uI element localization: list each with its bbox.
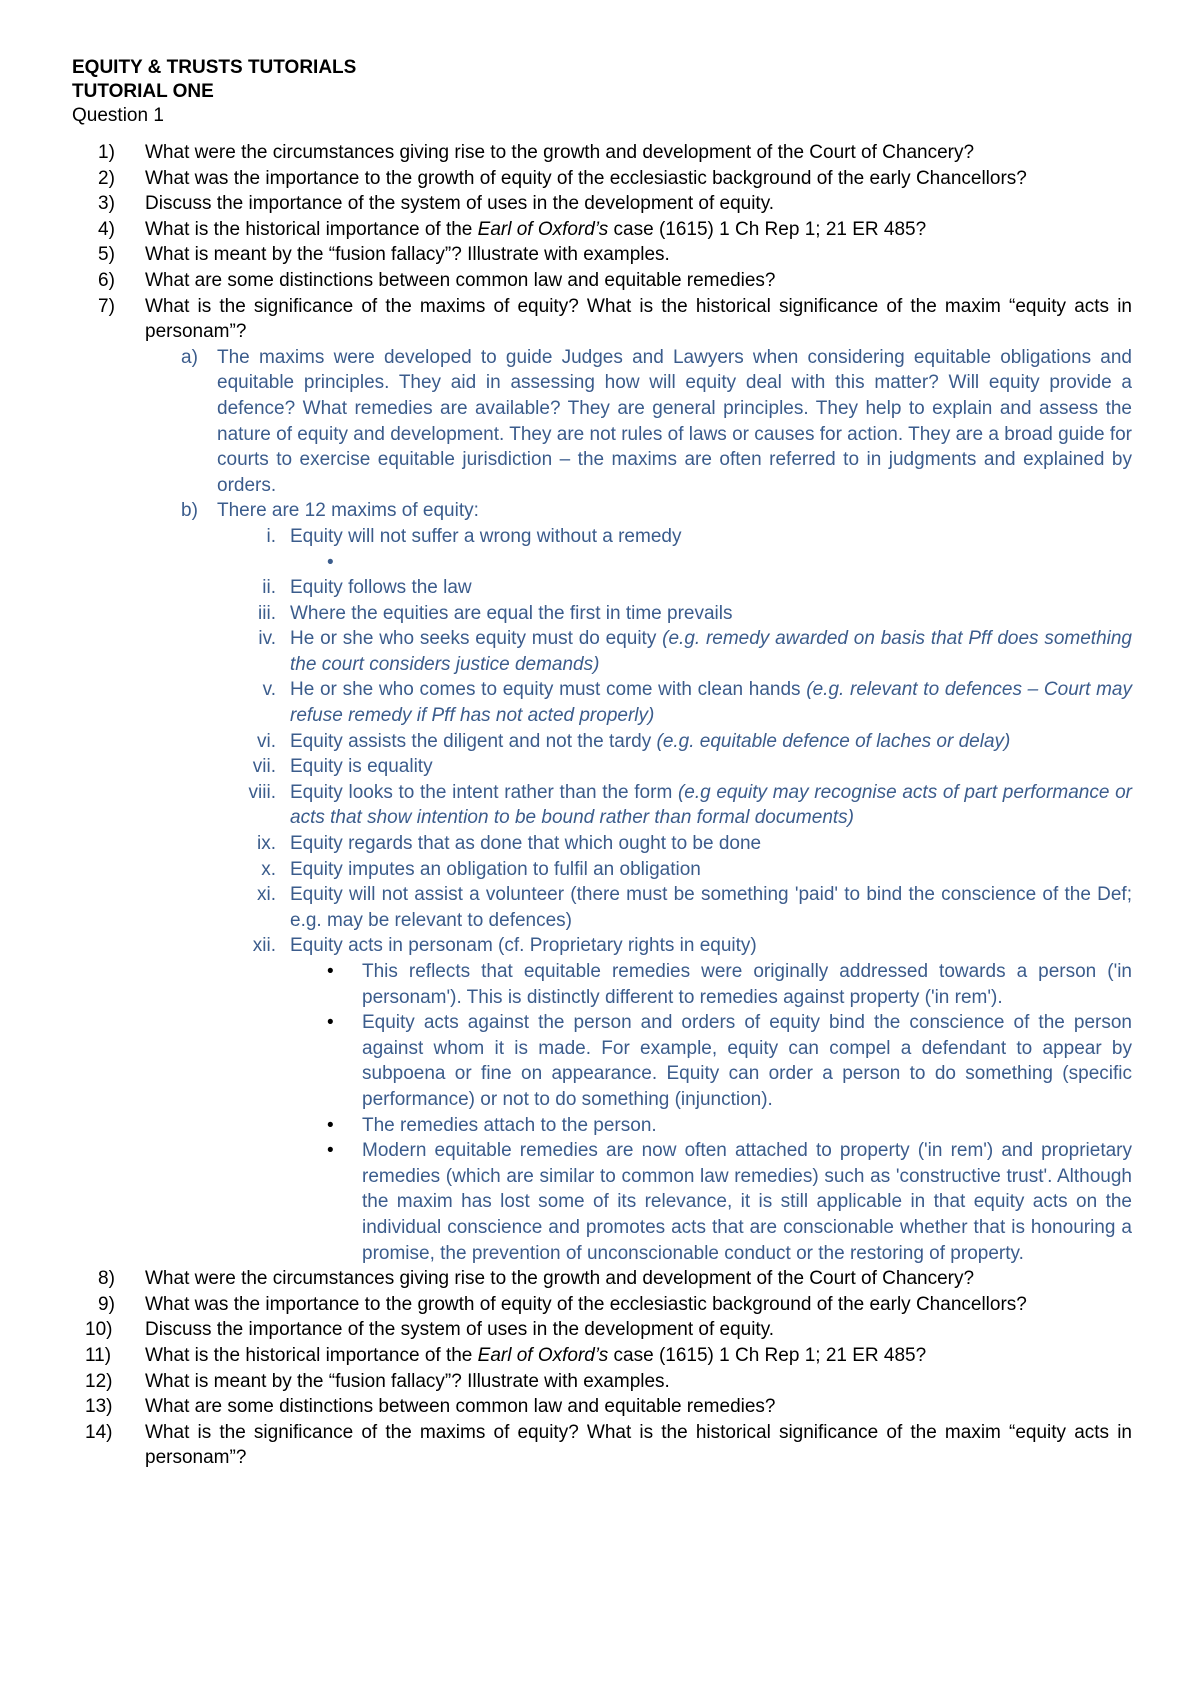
maxim-number: ii.: [262, 577, 276, 599]
question-number: 14): [85, 1421, 113, 1443]
answer-b-number: b): [181, 500, 198, 522]
question-number: 9): [98, 1293, 115, 1315]
question-text: Discuss the importance of the system of uses in the development of equity.: [145, 1319, 775, 1341]
maxim-number: viii.: [248, 781, 276, 803]
maxim-text: Equity looks to the intent rather than the form: [290, 781, 678, 803]
maxim-item: [72, 754, 1132, 780]
question-number: 5): [98, 244, 115, 266]
document-title: EQUITY & TRUSTS TUTORIALS: [72, 57, 357, 78]
question-number: 1): [98, 142, 115, 163]
case-name: Earl of Oxford’s: [477, 1344, 609, 1366]
question-item: [72, 1317, 1132, 1343]
question-item: [72, 191, 1132, 217]
question-text: What was the importance to the growth of equity of the ecclesiastic background of the early Chancellors?: [145, 1293, 1027, 1315]
question-item: [72, 242, 1132, 268]
question-heading: Question 1: [72, 105, 164, 126]
question-number: 13): [85, 1396, 113, 1418]
answer-b: [72, 498, 1132, 524]
question-list-top: [72, 140, 1132, 345]
maxim-item: [72, 933, 1132, 959]
maxim-number: xii.: [252, 935, 276, 957]
maxim-text: Equity will not suffer a wrong without a remedy: [290, 525, 682, 547]
maxim-text: Equity assists the diligent and not the tardy: [290, 730, 657, 752]
maxim-text: He or she who comes to equity must come with clean hands: [290, 679, 807, 701]
maxim-number: v.: [262, 679, 276, 701]
maxim-text: Equity follows the law: [290, 577, 472, 599]
answer-a-text: The maxims were developed to guide Judges and Lawyers when considering equitable obligations and equitable principles. They aid in assessing how will equity deal with this matter? Will equity provide a defence? What remedies are available? They are general principles. They help to explain and assess the nature of equity and development. They are not rules of laws or causes for action. They are a broad guide for courts to exercise equitable jurisdiction – the maxims are often referred to in judgments and explained by orders.: [217, 346, 1133, 496]
question-item: [72, 1266, 1132, 1292]
answer-b-text: There are 12 maxims of equity:: [217, 500, 479, 522]
question-number: 10): [85, 1319, 113, 1341]
bullet-icon: •: [327, 1012, 334, 1034]
bullet-icon: •: [327, 961, 334, 982]
question-text: What are some distinctions between common law and equitable remedies?: [145, 269, 776, 291]
bullet-text: This reflects that equitable remedies were originally addressed towards a person ('in personam'). This is distinctly different to remedies against property ('in rem').: [362, 961, 1132, 1008]
question-item: [72, 1420, 1132, 1471]
maxim-item: [72, 831, 1132, 857]
question-number: 4): [98, 218, 115, 240]
maxim-example: (e.g. relevant to defences – Court may refuse remedy if Pff has not acted properly): [290, 679, 1132, 727]
maxim-number: vii.: [252, 756, 276, 778]
maxim-item: [72, 601, 1132, 627]
bullet-item: [72, 959, 1132, 1010]
question-item: [72, 1343, 1132, 1369]
question-text: What was the importance to the growth of equity of the ecclesiastic background of the early Chancellors?: [145, 167, 1027, 189]
question-item: [72, 1292, 1132, 1318]
maxim-text: Where the equities are equal the first in time prevails: [290, 602, 733, 624]
document-page: [72, 56, 1132, 1471]
bullet-text: The remedies attach to the person.: [362, 1114, 657, 1136]
bullet-icon: •: [327, 1114, 334, 1136]
maxim-text: Equity acts in personam (cf. Proprietary rights in equity): [290, 935, 757, 957]
bullet-item: [72, 1113, 1132, 1139]
maxim-example: (e.g. equitable defence of laches or delay): [656, 730, 1011, 752]
maxim-item: [72, 857, 1132, 883]
maxim-item: [72, 524, 1132, 550]
maxim-text: Equity regards that as done that which ought to be done: [290, 833, 762, 855]
maxim-item: [72, 677, 1132, 728]
answer-a: [72, 345, 1132, 499]
question-item: [72, 268, 1132, 294]
maxim-number: iv.: [258, 628, 276, 650]
question-text: case (1615) 1 Ch Rep 1; 21 ER 485?: [608, 1344, 927, 1366]
maxim-example: (e.g equity may recognise acts of part performance or acts that show intention to be bound rather than formal documents): [290, 781, 1133, 829]
question-text: Discuss the importance of the system of uses in the development of equity.: [145, 193, 775, 215]
maxim-number: x.: [261, 858, 276, 880]
question-text: What were the circumstances giving rise to the growth and development of the Court of Chancery?: [145, 142, 975, 163]
maxim-list: [72, 524, 1132, 1266]
question-item: [72, 217, 1132, 243]
question-text: What is meant by the “fusion fallacy”? Illustrate with examples.: [145, 1370, 670, 1392]
question-text: What were the circumstances giving rise to the growth and development of the Court of Chancery?: [145, 1268, 975, 1290]
question-text: What is the significance of the maxims of equity? What is the historical significance of the maxim “equity acts in personam”?: [145, 295, 1132, 343]
question-item: [72, 1369, 1132, 1395]
question-text: What is the historical importance of the: [145, 218, 478, 240]
question-item: [72, 294, 1132, 345]
maxim-number: i.: [266, 525, 276, 547]
spacer: [72, 128, 1132, 140]
bullet-icon: •: [327, 1140, 334, 1162]
bullet-text: Modern equitable remedies are now often attached to property ('in rem') and proprietary remedies (which are similar to common law remedies) such as 'constructive trust'. Although the maxim has lost some of its relevance, it is still applicable in that equity acts on the individual conscience and promotes acts that are conscionable whether that is honouring a promise, the prevention of unconscionable conduct or the restoring of property.: [362, 1140, 1132, 1264]
question-number: 3): [98, 193, 115, 215]
maxim-item: [72, 780, 1132, 831]
empty-bullet: [72, 550, 1132, 576]
maxim-number: vi.: [257, 730, 276, 752]
maxim-number: xi.: [257, 884, 276, 906]
bullet-item: [72, 1138, 1132, 1266]
question-number: 12): [85, 1370, 113, 1392]
document-subtitle: TUTORIAL ONE: [72, 81, 214, 102]
maxim-example: (e.g. remedy awarded on basis that Pff does something the court considers justice demands): [290, 628, 1132, 675]
question-text: case (1615) 1 Ch Rep 1; 21 ER 485?: [608, 218, 927, 240]
maxim-item: [72, 626, 1132, 677]
question-number: 6): [98, 269, 115, 291]
bullet-text: Equity acts against the person and orders of equity bind the conscience of the person against whom it is made. For example, equity can compel a defendant to appear by subpoena or fine on appearance. Equity can order a person to do something (specific performance) or not to do something (injunction).: [362, 1012, 1132, 1110]
maxim-text: Equity is equality: [290, 756, 433, 778]
answer-a-number: a): [181, 346, 198, 368]
question-text: What is meant by the “fusion fallacy”? Illustrate with examples.: [145, 244, 670, 266]
question-text: What are some distinctions between common law and equitable remedies?: [145, 1396, 776, 1418]
maxim-number: ix.: [257, 833, 276, 855]
maxim-item: [72, 882, 1132, 933]
question-number: 2): [98, 167, 115, 189]
maxim-item: [72, 729, 1132, 755]
bullet-item: [72, 1010, 1132, 1112]
question-list-bottom: [72, 1266, 1132, 1471]
question-number: 7): [98, 295, 115, 317]
maxim-text: Equity imputes an obligation to fulfil an obligation: [290, 858, 701, 880]
question-item: [72, 1394, 1132, 1420]
question-number: 8): [98, 1268, 115, 1290]
maxim-number: iii.: [258, 602, 276, 624]
question-item: [72, 140, 1132, 166]
question-text: What is the significance of the maxims of equity? What is the historical significance of the maxim “equity acts in personam”?: [145, 1421, 1132, 1469]
maxim-text: Equity will not assist a volunteer (there must be something 'paid' to bind the conscience of the Def; e.g. may be relevant to defences): [290, 884, 1132, 931]
case-name: Earl of Oxford’s: [477, 218, 609, 240]
bullet-icon: •: [327, 551, 334, 573]
maxim-text: He or she who seeks equity must do equity: [290, 628, 663, 650]
question-text: What is the historical importance of the: [145, 1344, 478, 1366]
maxim-item: [72, 575, 1132, 601]
question-item: [72, 166, 1132, 192]
question-number: 11): [85, 1344, 112, 1366]
